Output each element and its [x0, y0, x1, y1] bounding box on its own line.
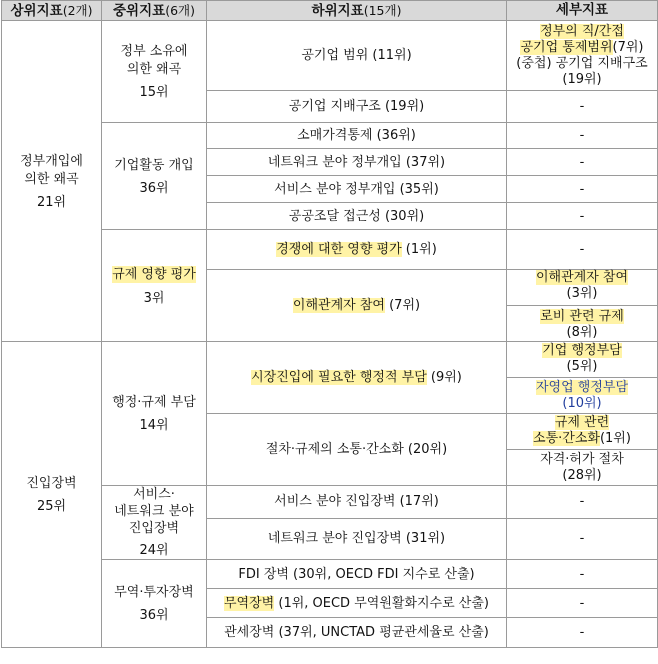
header-detail: 세부지표	[507, 1, 658, 21]
detail-cell: -	[507, 486, 658, 519]
lower-cell: 시장진입에 필요한 행정적 부담 (9위)	[207, 342, 507, 414]
header-upper: 상위지표(2개)	[2, 1, 102, 21]
lower-cell: 관세장벽 (37위, UNCTAD 평균관세율로 산출)	[207, 618, 507, 648]
upper-cell-distortion: 정부개입에 의한 왜곡 21위	[2, 21, 102, 342]
detail-cell: -	[507, 518, 658, 559]
middle-cell-trade-investment: 무역·투자장벽 36위	[102, 560, 207, 648]
detail-cell: -	[507, 230, 658, 270]
detail-cell: -	[507, 91, 658, 123]
lower-cell: FDI 장벽 (30위, OECD FDI 지수로 산출)	[207, 560, 507, 589]
lower-cell: 무역장벽 (1위, OECD 무역원활화지수로 산출)	[207, 589, 507, 618]
header-middle: 중위지표(6개)	[102, 1, 207, 21]
middle-cell-regulatory-impact: 규제 영향 평가 3위	[102, 230, 207, 342]
indicator-table	[1, 0, 658, 648]
middle-cell-admin-burden: 행정·규제 부담 14위	[102, 342, 207, 486]
upper-cell-entry-barriers: 진입장벽 25위	[2, 342, 102, 648]
detail-cell: -	[507, 149, 658, 176]
lower-cell: 네트워크 분야 정부개입 (37위)	[207, 149, 507, 176]
header-row	[2, 1, 658, 21]
detail-cell: 정부의 직/간접 공기업 통제범위(7위) (중첩) 공기업 지배구조 (19위)	[507, 21, 658, 91]
detail-cell: -	[507, 618, 658, 648]
table-row	[2, 342, 658, 414]
detail-cell: -	[507, 589, 658, 618]
middle-cell-service-network: 서비스· 네트워크 분야 진입장벽 24위	[102, 486, 207, 560]
detail-cell: -	[507, 560, 658, 589]
middle-cell-state-ownership: 정부 소유에 의한 왜곡 15위	[102, 21, 207, 123]
lower-cell: 서비스 분야 정부개입 (35위)	[207, 176, 507, 203]
detail-cell: -	[507, 176, 658, 203]
lower-cell: 경쟁에 대한 영향 평가 (1위)	[207, 230, 507, 270]
lower-cell: 네트워크 분야 진입장벽 (31위)	[207, 518, 507, 559]
lower-cell: 서비스 분야 진입장벽 (17위)	[207, 486, 507, 519]
detail-cell: -	[507, 203, 658, 230]
detail-cell: 기업 행정부담 (5위) 자영업 행정부담 (10위)	[507, 342, 658, 414]
lower-cell: 소매가격통제 (36위)	[207, 123, 507, 149]
table-row	[2, 21, 658, 91]
lower-cell: 절차·규제의 소통·간소화 (20위)	[207, 414, 507, 486]
lower-cell: 공공조달 접근성 (30위)	[207, 203, 507, 230]
lower-cell: 공기업 범위 (11위)	[207, 21, 507, 91]
header-lower: 하위지표(15개)	[207, 1, 507, 21]
lower-cell: 이해관계자 참여 (7위)	[207, 270, 507, 342]
detail-cell: 이해관계자 참여 (3위) 로비 관련 규제 (8위)	[507, 270, 658, 342]
detail-cell: -	[507, 123, 658, 149]
lower-cell: 공기업 지배구조 (19위)	[207, 91, 507, 123]
middle-cell-business-intervention: 기업활동 개입 36위	[102, 123, 207, 230]
detail-cell: 규제 관련 소통·간소화(1위) 자격·허가 절차 (28위)	[507, 414, 658, 486]
